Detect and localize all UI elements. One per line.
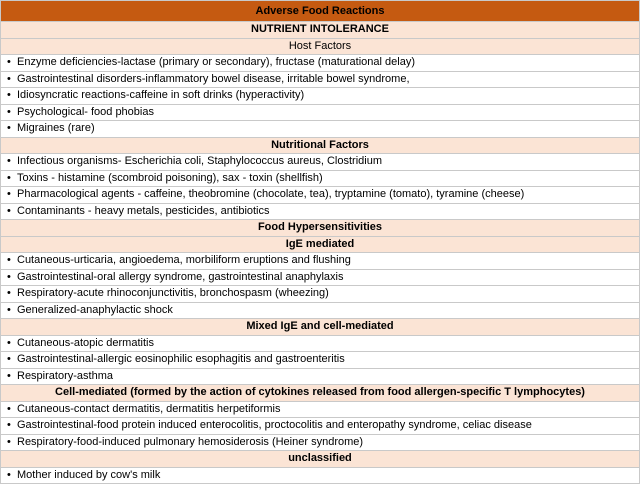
item-text: Toxins - histamine (scombroid poisoning), sax - toxin (shellfish): [17, 171, 323, 184]
item-text: Idiosyncratic reactions-caffeine in soft drinks (hyperactivity): [17, 89, 305, 102]
item-text: Cutaneous-atopic dermatitis: [17, 336, 154, 349]
section-heading-row: [1, 220, 640, 237]
bullet-icon: •: [7, 287, 11, 300]
item-text: Mother induced by cow's milk: [17, 468, 161, 481]
bullet-icon: •: [7, 369, 11, 382]
title-row: [1, 1, 640, 22]
bullet-icon: •: [7, 204, 11, 217]
item-text: Gastrointestinal-allergic eosinophilic esophagitis and gastroenteritis: [17, 353, 345, 366]
list-item: [1, 368, 640, 385]
list-item: [1, 71, 640, 88]
list-item: [1, 55, 640, 72]
bullet-icon: •: [7, 402, 11, 415]
list-item: [1, 418, 640, 435]
item-text: Psychological- food phobias: [17, 105, 154, 118]
list-item: [1, 203, 640, 220]
list-item: [1, 335, 640, 352]
item-text: Enzyme deficiencies-lactase (primary or secondary), fructase (maturational delay): [17, 56, 415, 69]
item-text: Respiratory-asthma: [17, 369, 113, 382]
item-text: Cutaneous-urticaria, angioedema, morbiliform eruptions and flushing: [17, 254, 351, 267]
item-text: Infectious organisms- Escherichia coli, Staphylococcus aureus, Clostridium: [17, 155, 382, 168]
subsection-heading: Host Factors: [1, 38, 640, 55]
list-item: [1, 104, 640, 121]
bullet-icon: •: [7, 188, 11, 201]
item-text: Contaminants - heavy metals, pesticides, antibiotics: [17, 204, 270, 217]
bullet-icon: •: [7, 353, 11, 366]
list-item: [1, 121, 640, 138]
list-item: [1, 467, 640, 484]
item-text: Gastrointestinal disorders-inflammatory bowel disease, irritable bowel syndrome,: [17, 72, 410, 85]
subsection-heading-row: [1, 451, 640, 468]
subsection-heading-row: [1, 137, 640, 154]
list-item: [1, 154, 640, 171]
bullet-icon: •: [7, 270, 11, 283]
section-heading: NUTRIENT INTOLERANCE: [1, 22, 640, 39]
list-item: [1, 352, 640, 369]
bullet-icon: •: [7, 419, 11, 432]
bullet-icon: •: [7, 72, 11, 85]
bullet-icon: •: [7, 254, 11, 267]
item-text: Migraines (rare): [17, 122, 95, 135]
item-text: Respiratory-food-induced pulmonary hemosiderosis (Heiner syndrome): [17, 435, 364, 448]
bullet-icon: •: [7, 56, 11, 69]
subsection-heading: Mixed IgE and cell-mediated: [1, 319, 640, 336]
bullet-icon: •: [7, 468, 11, 481]
subsection-heading: IgE mediated: [1, 236, 640, 253]
list-item: [1, 253, 640, 270]
list-item: [1, 434, 640, 451]
item-text: Gastrointestinal-oral allergy syndrome, gastrointestinal anaphylaxis: [17, 270, 344, 283]
bullet-icon: •: [7, 122, 11, 135]
subsection-heading: unclassified: [1, 451, 640, 468]
section-heading: Food Hypersensitivities: [1, 220, 640, 237]
subsection-heading-row: [1, 236, 640, 253]
subsection-heading-row: [1, 385, 640, 402]
subsection-heading: Nutritional Factors: [1, 137, 640, 154]
item-text: Pharmacological agents - caffeine, theobromine (chocolate, tea), tryptamine (tomato), tyramine (cheese): [17, 188, 525, 201]
item-text: Generalized-anaphylactic shock: [17, 303, 173, 316]
list-item: [1, 286, 640, 303]
subsection-heading-row: [1, 319, 640, 336]
item-text: Gastrointestinal-food protein induced enterocolitis, proctocolitis and enteropathy syndrome, celiac disease: [17, 419, 532, 432]
bullet-icon: •: [7, 155, 11, 168]
item-text: Cutaneous-contact dermatitis, dermatitis herpetiformis: [17, 402, 281, 415]
bullet-icon: •: [7, 336, 11, 349]
table-body: [1, 1, 640, 484]
list-item: [1, 170, 640, 187]
bullet-icon: •: [7, 89, 11, 102]
bullet-icon: •: [7, 303, 11, 316]
section-heading-row: [1, 22, 640, 39]
item-text: Respiratory-acute rhinoconjunctivitis, bronchospasm (wheezing): [17, 287, 329, 300]
subsection-heading-row: [1, 38, 640, 55]
list-item: [1, 302, 640, 319]
bullet-icon: •: [7, 171, 11, 184]
subsection-heading: Cell-mediated (formed by the action of cytokines released from food allergen-specific T lymphocytes): [1, 385, 640, 402]
bullet-icon: •: [7, 105, 11, 118]
bullet-icon: •: [7, 435, 11, 448]
table-title: Adverse Food Reactions: [1, 1, 640, 22]
list-item: [1, 187, 640, 204]
list-item: [1, 401, 640, 418]
list-item: [1, 88, 640, 105]
list-item: [1, 269, 640, 286]
